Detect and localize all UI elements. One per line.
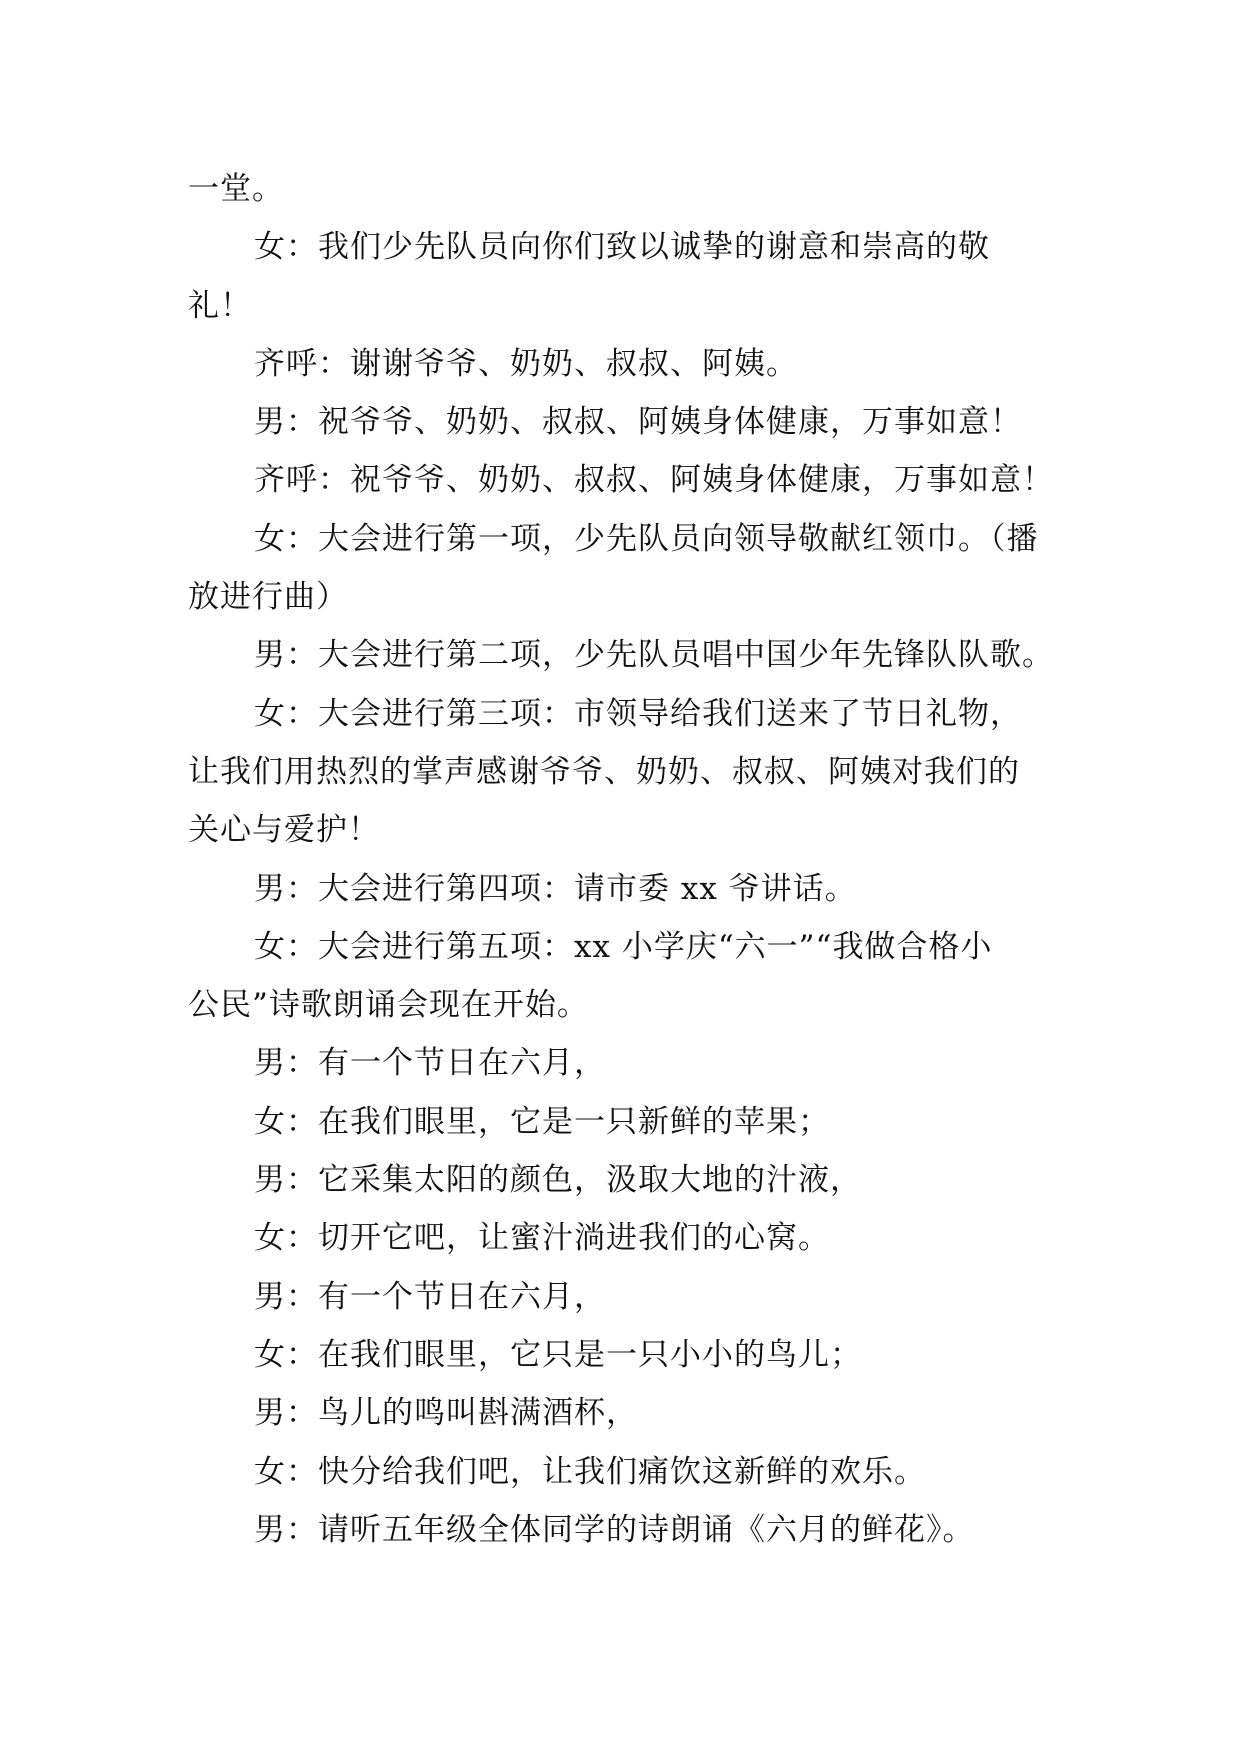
text-line: 男：鸟儿的鸣叫斟满酒杯，: [254, 1395, 638, 1432]
text-line: 女：大会进行第三项：市领导给我们送来了节日礼物，: [254, 695, 1022, 732]
text-line: 男：祝爷爷、奶奶、叔叔、阿姨身体健康，万事如意！: [254, 404, 1022, 441]
text-line: 女：大会进行第一项，少先队员向领导敬献红领巾。（播: [254, 520, 1039, 557]
text-line: 关心与爱护！: [188, 812, 380, 849]
text-line: 男：大会进行第四项：请市委 xx 爷讲话。: [254, 870, 857, 907]
text-line: 女：大会进行第五项：xx 小学庆“六一”“我做合格小: [254, 928, 993, 965]
text-line: 女：切开它吧，让蜜汁淌进我们的心窝。: [254, 1220, 830, 1257]
text-line: 女：我们少先队员向你们致以诚挚的谢意和崇高的敬: [254, 229, 990, 266]
text-line: 女：快分给我们吧，让我们痛饮这新鲜的欢乐。: [254, 1453, 926, 1490]
text-line: 公民”诗歌朗诵会现在开始。: [188, 987, 589, 1024]
text-line: 男：有一个节日在六月，: [254, 1045, 606, 1082]
text-line: 男：大会进行第二项，少先队员唱中国少年先锋队队歌。: [254, 637, 1054, 674]
text-line: 女：在我们眼里，它是一只新鲜的苹果；: [254, 1103, 830, 1140]
text-line: 男：它采集太阳的颜色，汲取大地的汁液，: [254, 1162, 862, 1199]
text-line: 一堂。: [188, 171, 284, 207]
text-line: 男：有一个节日在六月，: [254, 1278, 606, 1315]
text-line: 放进行曲）: [188, 579, 348, 616]
text-line: 女：在我们眼里，它只是一只小小的鸟儿；: [254, 1336, 862, 1373]
text-line: 齐呼：谢谢爷爷、奶奶、叔叔、阿姨。: [254, 345, 798, 382]
text-line: 男：请听五年级全体同学的诗朗诵《六月的鲜花》。: [254, 1511, 975, 1548]
document-body: [188, 160, 1064, 1559]
text-line: 齐呼：祝爷爷、奶奶、叔叔、阿姨身体健康，万事如意！: [254, 462, 1054, 499]
text-line: 礼！: [188, 287, 252, 324]
text-line: 让我们用热烈的掌声感谢爷爷、奶奶、叔叔、阿姨对我们的: [188, 753, 1020, 790]
